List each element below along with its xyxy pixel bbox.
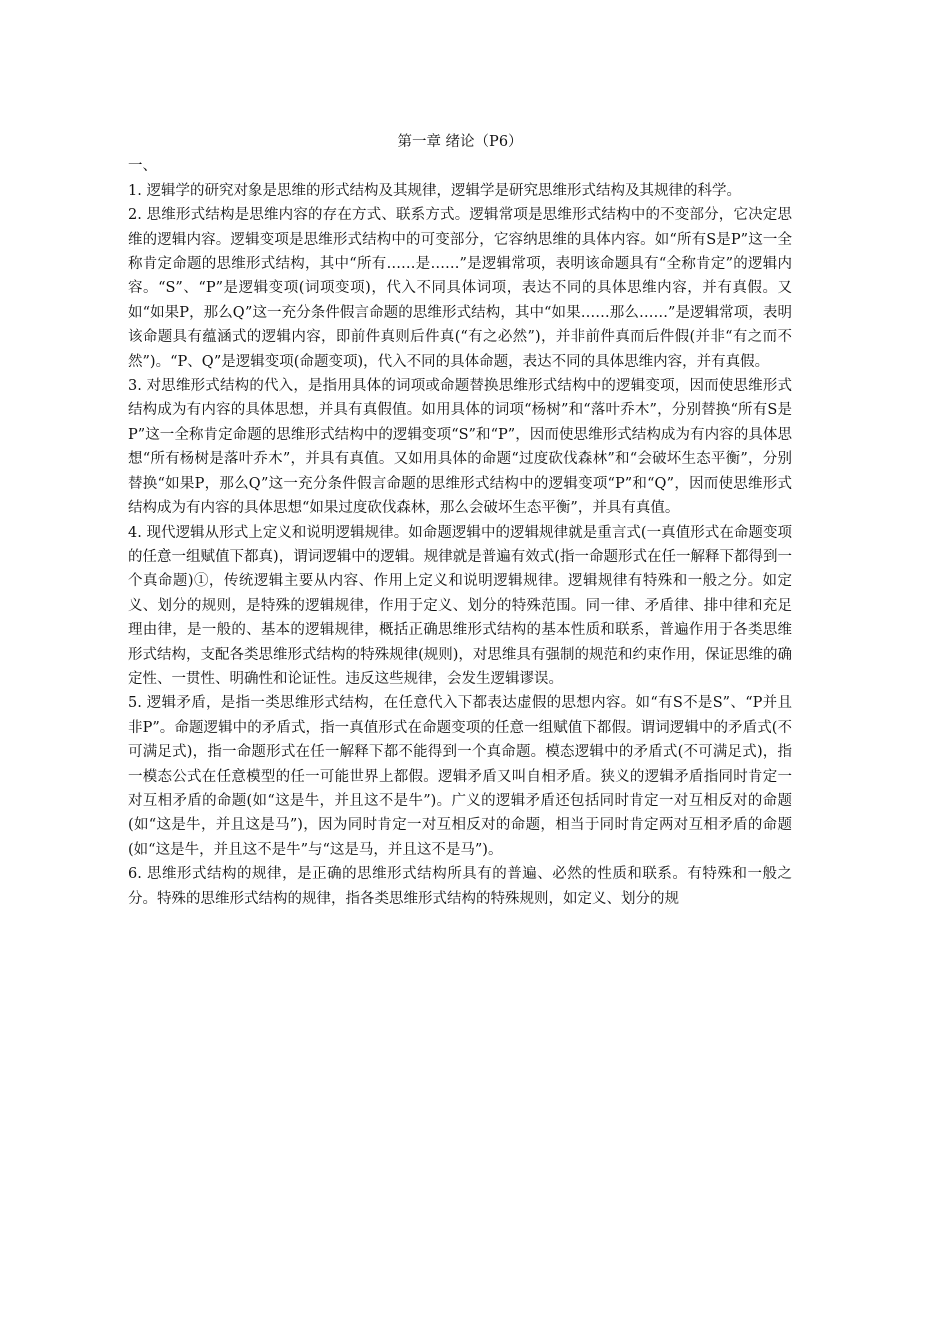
chapter-title: 第一章 绪论（P6）	[397, 134, 523, 150]
section-marker: 一、	[128, 158, 157, 175]
paragraph-2: 2. 思维形式结构是思维内容的存在方式、联系方式。逻辑常项是思维形式结构中的不变部分，它决定思维的逻辑内容。逻辑变项是思维形式结构中的可变部分，它容纳思维的具体内容。如“所有S是P”这一全称肯定命题的思维形式结构，其中“所有……是……”是逻辑常项，表明该命题具有“全称肯定”的逻辑内容。“S”、“P”是逻辑变项(词项变项)，代入不同具体词项，表达不同的具体思维内容，并有真假。又如“如果P，那么Q”这一充分条件假言命题的思维形式结构，其中“如果……那么……”是逻辑常项，表明该命题具有蕴涵式的逻辑内容，即前件真则后件真(“有之必然”)，并非前件真而后件假(并非“有之而不然”)。“P、Q”是逻辑变项(命题变项)，代入不同的具体命题，表达不同的具体思维内容，并有真假。	[128, 207, 792, 370]
document-page	[128, 130, 792, 911]
paragraph-4: 4. 现代逻辑从形式上定义和说明逻辑规律。如命题逻辑中的逻辑规律就是重言式(一真值形式在命题变项的任意一组赋值下都真)，谓词逻辑中的逻辑。规律就是普遍有效式(指一命题形式在任一解释下都得到一个真命题)①，传统逻辑主要从内容、作用上定义和说明逻辑规律。逻辑规律有特殊和一般之分。如定义、划分的规则，是特殊的逻辑规律，作用于定义、划分的特殊范围。同一律、矛盾律、排中律和充足理由律，是一般的、基本的逻辑规律，概括正确思维形式结构的基本性质和联系，普遍作用于各类思维形式结构，支配各类思维形式结构的特殊规律(规则)，对思维具有强制的规范和约束作用，保证思维的确定性、一贯性、明确性和论证性。违反这些规律，会发生逻辑谬误。	[128, 524, 792, 687]
paragraph-5: 5. 逻辑矛盾，是指一类思维形式结构，在任意代入下都表达虚假的思想内容。如“有S不是S”、“P并且非P”。命题逻辑中的矛盾式，指一真值形式在命题变项的任意一组赋值下都假。谓词逻辑中的矛盾式(不可满足式)，指一命题形式在任一解释下都不能得到一个真命题。模态逻辑中的矛盾式(不可满足式)，指一模态公式在任意模型的任一可能世界上都假。逻辑矛盾又叫自相矛盾。狭义的逻辑矛盾指同时肯定一对互相矛盾的命题(如“这是牛，并且这不是牛”)。广义的逻辑矛盾还包括同时肯定一对互相反对的命题(如“这是牛，并且这是马”)，因为同时肯定一对互相反对的命题，相当于同时肯定两对互相矛盾的命题(如“这是牛，并且这不是牛”与“这是马，并且这不是马”)。	[128, 695, 792, 858]
paragraph-6: 6. 思维形式结构的规律，是正确的思维形式结构所具有的普遍、必然的性质和联系。有特殊和一般之分。特殊的思维形式结构的规律，指各类思维形式结构的特殊规则，如定义、划分的规	[128, 866, 792, 907]
paragraph-1: 1. 逻辑学的研究对象是思维的形式结构及其规律，逻辑学是研究思维形式结构及其规律的科学。	[128, 182, 741, 199]
paragraph-3: 3. 对思维形式结构的代入，是指用具体的词项或命题替换思维形式结构中的逻辑变项，因而使思维形式结构成为有内容的具体思想，并具有真假值。如用具体的词项“杨树”和“落叶乔木”，分别替换“所有S是P”这一全称肯定命题的思维形式结构中的逻辑变项“S”和“P”，因而使思维形式结构成为有内容的具体思想“所有杨树是落叶乔木”，并具有真值。又如用具体的命题“过度砍伐森林”和“会破坏生态平衡”，分别替换“如果P，那么Q”这一充分条件假言命题的思维形式结构中的逻辑变项“P”和“Q”，因而使思维形式结构成为有内容的具体思想“如果过度砍伐森林，那么会破坏生态平衡”，并具有真值。	[128, 378, 792, 517]
